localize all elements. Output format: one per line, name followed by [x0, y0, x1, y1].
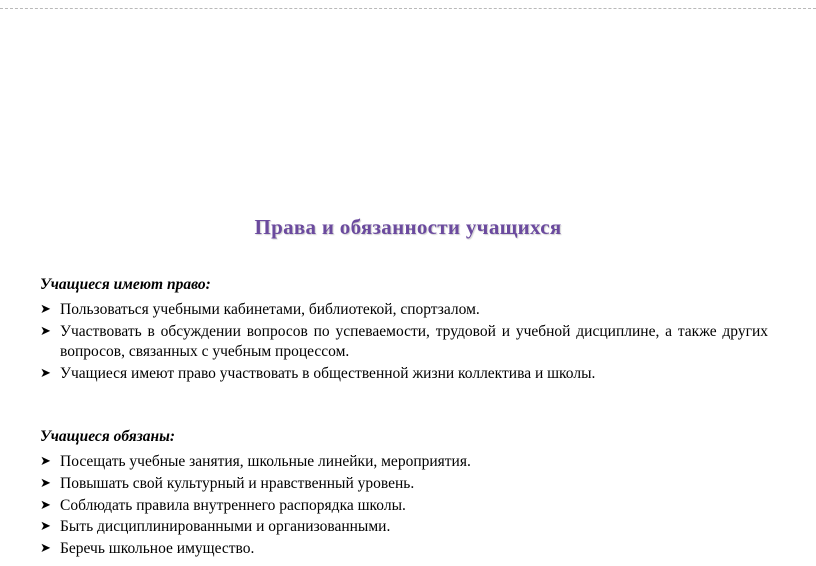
document-content [0, 215, 816, 560]
list-item-text: Пользоваться учебными кабинетами, библиотекой, спортзалом. [60, 301, 480, 318]
section-duties [0, 428, 816, 559]
list-item-text: Посещать учебные занятия, школьные линейки, мероприятия. [60, 453, 471, 471]
arrow-right-bullet-icon: ➤ [40, 540, 51, 556]
list-item [38, 474, 768, 495]
list-item [38, 300, 768, 321]
list-item-text: Быть дисциплинированными и организованными. [60, 518, 391, 536]
list-item-text: Соблюдать правила внутреннего распорядка школы. [60, 496, 406, 514]
section-duties-list [38, 452, 768, 559]
arrow-right-bullet-icon: ➤ [40, 497, 51, 513]
list-item [38, 539, 768, 560]
arrow-right-bullet-icon: ➤ [40, 323, 51, 339]
section-rights-list [38, 300, 768, 384]
list-item-text: Участвовать в обсуждении вопросов по успеваемости, трудовой и учебной дисциплине, а также других вопросов, связанных с учебным процессом. [60, 322, 768, 361]
list-item [38, 364, 768, 385]
section-rights [0, 276, 816, 384]
list-item [38, 322, 768, 363]
list-item [38, 452, 768, 473]
list-item [38, 496, 768, 517]
arrow-right-bullet-icon: ➤ [40, 365, 51, 381]
section-duties-heading: Учащиеся обязаны: [40, 428, 176, 446]
list-item-text: Повышать свой культурный и нравственный уровень. [60, 475, 415, 493]
list-item [38, 517, 768, 538]
list-item-text: Беречь школьное имущество. [60, 539, 255, 557]
page-title: Права и обязанности учащихся [254, 215, 562, 239]
list-item-text: Учащиеся имеют право участвовать в общественной жизни коллектива и школы. [60, 364, 596, 382]
arrow-right-bullet-icon: ➤ [40, 302, 51, 317]
section-rights-heading: Учащиеся имеют право: [40, 276, 211, 293]
arrow-right-bullet-icon: ➤ [40, 454, 51, 470]
page-top-divider [0, 8, 816, 9]
arrow-right-bullet-icon: ➤ [40, 519, 51, 535]
arrow-right-bullet-icon: ➤ [40, 476, 51, 492]
